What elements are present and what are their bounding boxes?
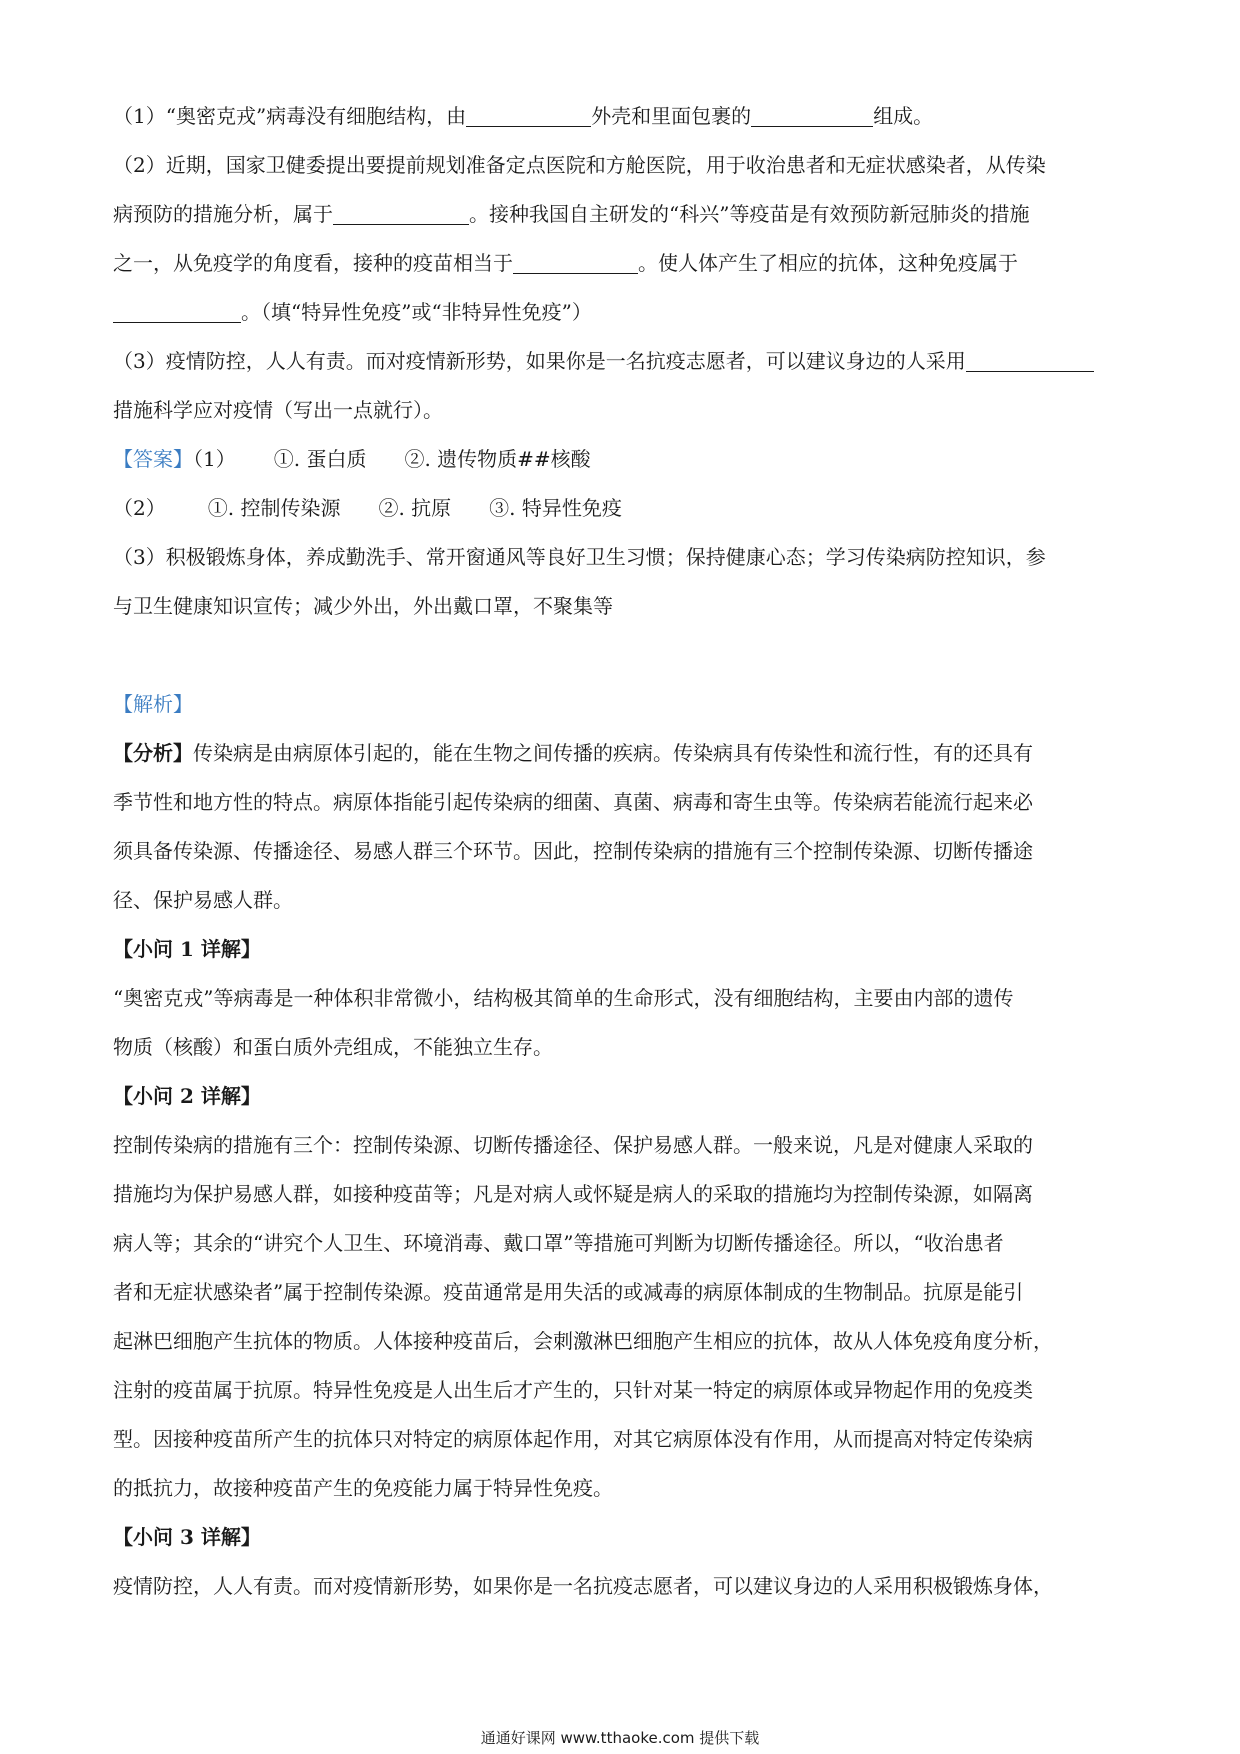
sub-question-2-line-4 (113, 1268, 1133, 1317)
question-2-text: 。（填“特异性免疫”或“非特异性免疫”） (241, 300, 592, 324)
answer-item: ②. 抗原 (378, 496, 452, 520)
question-1 (113, 92, 1133, 141)
page-footer: 通通好课网 www.tthaoke.com 提供下载 (480, 1729, 760, 1747)
sub-question-1-line-1 (113, 974, 1133, 1023)
analysis-fenxi-line-1 (113, 729, 1133, 778)
question-3-text: （3）疫情防控，人人有责。而对疫情新形势，如果你是一名抗疫志愿者，可以建议身边的人采用 (113, 349, 966, 373)
answer-label: 【答案】 (113, 447, 193, 471)
analysis-text: 病人等；其余的“讲究个人卫生、环境消毒、戴口罩”等措施可判断为切断传播途径。所以，“收治患者 (113, 1231, 1004, 1255)
answer-item: ②. 遗传物质##核酸 (404, 447, 591, 471)
question-2-line-1 (113, 141, 1133, 190)
sub-question-label: 【小问 3 详解】 (113, 1525, 261, 1549)
question-3-line-2 (113, 386, 1133, 435)
analysis-text: 须具备传染源、传播途径、易感人群三个环节。因此，控制传染病的措施有三个控制传染源、切断传播途 (113, 839, 1033, 863)
sub-question-label: 【小问 2 详解】 (113, 1084, 261, 1108)
answer-line-3 (113, 533, 1133, 582)
sub-question-2-line-3 (113, 1219, 1133, 1268)
analysis-text: “奥密克戎”等病毒是一种体积非常微小，结构极其简单的生命形式，没有细胞结构，主要由内部的遗传 (113, 986, 1014, 1010)
answer-item: ③. 特异性免疫 (489, 496, 622, 520)
answer-blank (751, 104, 873, 127)
analysis-text: 季节性和地方性的特点。病原体指能引起传染病的细菌、真菌、病毒和寄生虫等。传染病若能流行起来必 (113, 790, 1033, 814)
sub-question-2-heading (113, 1072, 1133, 1121)
answer-text: （3）积极锻炼身体，养成勤洗手、常开窗通风等良好卫生习惯；保持健康心态；学习传染病防控知识，参 (113, 545, 1046, 569)
sub-question-1-line-2 (113, 1023, 1133, 1072)
question-2-text: 。接种我国自主研发的“科兴”等疫苗是有效预防新冠肺炎的措施 (469, 202, 1030, 226)
question-2-line-3 (113, 239, 1133, 288)
answer-item: ①. 控制传染源 (207, 496, 341, 520)
sub-question-2-line-5 (113, 1317, 1133, 1366)
question-3-text: 措施科学应对疫情（写出一点就行）。 (113, 398, 443, 422)
analysis-text: 者和无症状感染者”属于控制传染源。疫苗通常是用失活的或减毒的病原体制成的生物制品。抗原是能引 (113, 1280, 1024, 1304)
analysis-fenxi-line-2 (113, 778, 1133, 827)
answer-blank (333, 202, 469, 225)
analysis-text: 的抵抗力，故接种疫苗产生的免疫能力属于特异性免疫。 (113, 1476, 613, 1500)
answer-line-2 (113, 484, 1133, 533)
analysis-text: 物质（核酸）和蛋白质外壳组成，不能独立生存。 (113, 1035, 553, 1059)
analysis-fenxi-line-3 (113, 827, 1133, 876)
question-1-text-b: 外壳和里面包裹的 (591, 104, 752, 128)
analysis-text: 控制传染病的措施有三个：控制传染源、切断传播途径、保护易感人群。一般来说，凡是对健康人采取的 (113, 1133, 1033, 1157)
analysis-fenxi-line-4 (113, 876, 1133, 925)
question-1-text-a: （1）“奥密克戎”病毒没有细胞结构，由 (113, 104, 467, 128)
answer-blank (513, 251, 638, 274)
analysis-text: 传染病是由病原体引起的，能在生物之间传播的疾病。传染病具有传染性和流行性，有的还具有 (193, 741, 1033, 765)
answer-line-1 (113, 435, 1133, 484)
question-2-line-2 (113, 190, 1133, 239)
analysis-text: 起淋巴细胞产生抗体的物质。人体接种疫苗后，会刺激淋巴细胞产生相应的抗体，故从人体免疫角度分析， (113, 1329, 1053, 1353)
sub-question-3-line-1 (113, 1562, 1133, 1611)
question-2-text: 之一，从免疫学的角度看，接种的疫苗相当于 (113, 251, 513, 275)
fenxi-label: 【分析】 (113, 741, 193, 765)
analysis-text: 径、保护易感人群。 (113, 888, 293, 912)
question-2-text: 病预防的措施分析，属于 (113, 202, 333, 226)
answer-blank (966, 349, 1094, 372)
sub-question-2-line-7 (113, 1415, 1133, 1464)
question-2-text: （2）近期，国家卫健委提出要提前规划准备定点医院和方舱医院，用于收治患者和无症状感染者，从传染 (113, 153, 1046, 177)
sub-question-2-line-6 (113, 1366, 1133, 1415)
question-3-line-1 (113, 337, 1133, 386)
sub-question-2-line-1 (113, 1121, 1133, 1170)
answer-number: （2） (113, 496, 166, 520)
analysis-label: 【解析】 (113, 692, 193, 716)
analysis-heading (113, 680, 1133, 729)
answer-item: ①. 蛋白质 (273, 447, 367, 471)
question-2-line-4 (113, 288, 1133, 337)
question-2-text: 。使人体产生了相应的抗体，这种免疫属于 (638, 251, 1018, 275)
analysis-text: 疫情防控，人人有责。而对疫情新形势，如果你是一名抗疫志愿者，可以建议身边的人采用积极锻炼身体， (113, 1574, 1053, 1598)
answer-number: （1） (193, 447, 236, 471)
document-page (113, 92, 1133, 1611)
sub-question-label: 【小问 1 详解】 (113, 937, 261, 961)
sub-question-2-line-2 (113, 1170, 1133, 1219)
analysis-text: 措施均为保护易感人群，如接种疫苗等；凡是对病人或怀疑是病人的采取的措施均为控制传染源，如隔离 (113, 1182, 1033, 1206)
answer-blank (466, 104, 591, 127)
answer-blank (113, 300, 241, 323)
analysis-text: 型。因接种疫苗所产生的抗体只对特定的病原体起作用，对其它病原体没有作用，从而提高对特定传染病 (113, 1427, 1033, 1451)
answer-text: 与卫生健康知识宣传；减少外出，外出戴口罩，不聚集等 (113, 594, 613, 618)
sub-question-3-heading (113, 1513, 1133, 1562)
analysis-text: 注射的疫苗属于抗原。特异性免疫是人出生后才产生的，只针对某一特定的病原体或异物起作用的免疫类 (113, 1378, 1033, 1402)
sub-question-1-heading (113, 925, 1133, 974)
answer-line-4 (113, 582, 1133, 631)
sub-question-2-line-8 (113, 1464, 1133, 1513)
question-1-text-c: 组成。 (873, 104, 934, 128)
